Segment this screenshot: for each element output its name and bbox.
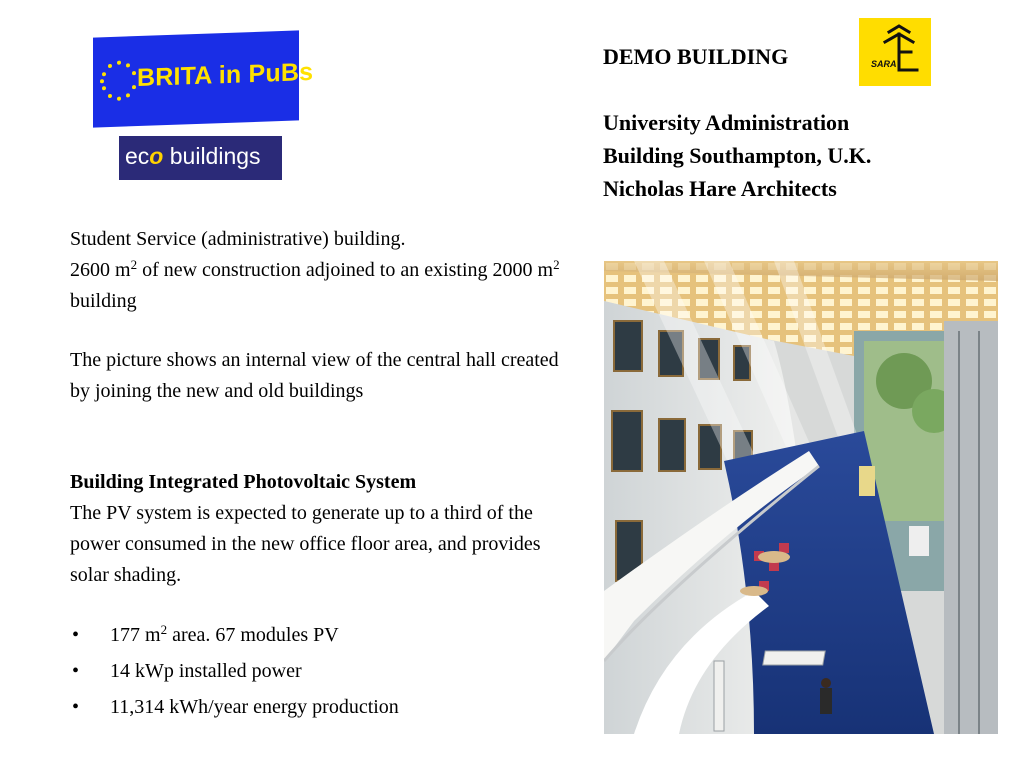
pv-description: The PV system is expected to generate up to a third of the power consumed in the new office floor area, and provides solar shading.	[70, 502, 541, 586]
building-location-line: Building Southampton, U.K.	[603, 143, 872, 168]
sara-logo	[859, 18, 931, 86]
eco-o-mark: o	[149, 143, 164, 169]
page-title: DEMO BUILDING	[603, 44, 789, 69]
modules-text: area. 67 modules PV	[167, 624, 339, 646]
building-info	[603, 106, 871, 205]
adjoined-text: of new construction adjoined to an existing 2000 m	[137, 259, 554, 281]
superscript: 2	[130, 257, 138, 272]
picture-description: The picture shows an internal view of the central hall created by joining the new and old buildings	[70, 349, 559, 402]
list-item	[70, 653, 399, 689]
pv-facts-list	[70, 617, 399, 725]
energy-text: 11,314 kWh/year energy production	[110, 696, 399, 718]
eco-suffix: buildings	[169, 143, 261, 169]
power-text: 14 kWp installed power	[110, 660, 302, 682]
pv-section-heading: Building Integrated Photovoltaic System	[70, 471, 417, 493]
bullet-marker: •	[72, 624, 80, 646]
brita-in-pubs-logo	[93, 30, 314, 127]
eco-prefix: ec	[125, 143, 150, 169]
eu-stars-icon	[99, 58, 139, 103]
bullet-marker: •	[72, 696, 80, 718]
building-text: building	[70, 290, 137, 312]
list-item	[70, 689, 399, 725]
list-item	[70, 617, 399, 653]
central-hall-photo	[604, 261, 998, 734]
building-name-line: University Administration	[603, 110, 850, 135]
ecobuildings-logo	[119, 136, 282, 180]
brita-wordmark: BRITA in PuBs	[137, 57, 314, 93]
sara-wordmark: SARA	[871, 59, 897, 69]
superscript: 2	[160, 622, 168, 637]
bullet-marker: •	[72, 660, 80, 682]
sara-tree-icon	[859, 18, 931, 86]
description-line-1: Student Service (administrative) building.	[70, 228, 406, 250]
ecobuildings-wordmark	[125, 143, 261, 170]
area-text: 177 m	[110, 624, 161, 646]
architects-line: Nicholas Hare Architects	[603, 176, 837, 201]
atrium-illustration	[604, 261, 998, 734]
building-description	[70, 224, 560, 317]
superscript: 2	[553, 257, 560, 272]
new-area-text: 2600 m	[70, 259, 131, 281]
